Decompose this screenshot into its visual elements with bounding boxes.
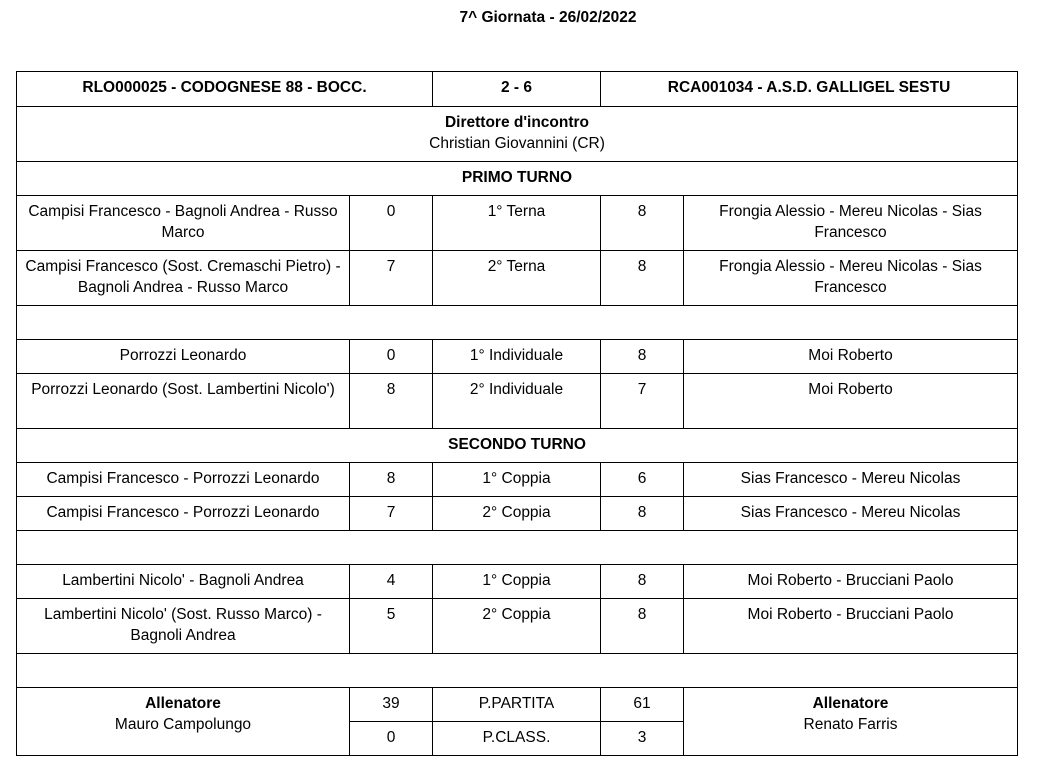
match-report-table xyxy=(16,71,1018,756)
table-row xyxy=(17,374,1018,429)
game-type: 1° Individuale xyxy=(433,340,601,374)
points-class-label: P.CLASS. xyxy=(433,722,601,756)
away-score: 7 xyxy=(601,374,684,429)
away-coach-name: Renato Farris xyxy=(803,716,898,733)
home-team: RLO000025 - CODOGNESE 88 - BOCC. xyxy=(17,72,433,107)
home-score: 8 xyxy=(350,463,433,497)
home-players: Lambertini Nicolo' (Sost. Russo Marco) - Bagnoli Andrea xyxy=(17,599,350,654)
away-score: 6 xyxy=(601,463,684,497)
table-row xyxy=(17,497,1018,531)
final-score: 2 - 6 xyxy=(433,72,601,107)
away-players: Moi Roberto xyxy=(684,374,1018,429)
director-label: Direttore d'incontro xyxy=(444,114,590,131)
table-row xyxy=(17,196,1018,251)
game-type: 1° Coppia xyxy=(433,565,601,599)
section-row-secondo xyxy=(17,429,1018,463)
away-score: 8 xyxy=(601,599,684,654)
away-coach-label: Allenatore xyxy=(812,695,889,712)
table-row xyxy=(17,599,1018,654)
home-points-partita: 39 xyxy=(350,688,433,722)
away-points-partita: 61 xyxy=(601,688,684,722)
home-players: Campisi Francesco - Bagnoli Andrea - Russo Marco xyxy=(17,196,350,251)
spacer-cell xyxy=(17,306,1018,340)
section-title-secondo-turno: SECONDO TURNO xyxy=(17,429,1018,463)
home-score: 5 xyxy=(350,599,433,654)
home-players: Campisi Francesco (Sost. Cremaschi Pietro) - Bagnoli Andrea - Russo Marco xyxy=(17,251,350,306)
game-type: 1° Terna xyxy=(433,196,601,251)
table-row xyxy=(17,565,1018,599)
game-type: 1° Coppia xyxy=(433,463,601,497)
home-players: Campisi Francesco - Porrozzi Leonardo xyxy=(17,497,350,531)
header-row xyxy=(17,72,1018,107)
spacer-row xyxy=(17,306,1018,340)
spacer-row xyxy=(17,531,1018,565)
away-score: 8 xyxy=(601,196,684,251)
home-score: 4 xyxy=(350,565,433,599)
away-team: RCA001034 - A.S.D. GALLIGEL SESTU xyxy=(601,72,1018,107)
home-coach-cell xyxy=(17,688,350,756)
home-score: 0 xyxy=(350,340,433,374)
home-coach-label: Allenatore xyxy=(145,695,221,712)
director-name: Christian Giovannini (CR) xyxy=(429,135,605,152)
away-players: Frongia Alessio - Mereu Nicolas - Sias Francesco xyxy=(684,196,1018,251)
page-title: 7^ Giornata - 26/02/2022 xyxy=(459,9,637,26)
table-row xyxy=(17,463,1018,497)
away-score: 8 xyxy=(601,251,684,306)
away-players: Frongia Alessio - Mereu Nicolas - Sias Francesco xyxy=(684,251,1018,306)
home-players: Porrozzi Leonardo xyxy=(17,340,350,374)
away-players: Moi Roberto - Brucciani Paolo xyxy=(684,565,1018,599)
spacer-cell xyxy=(17,654,1018,688)
footer-row-partita xyxy=(17,688,1018,722)
away-score: 8 xyxy=(601,340,684,374)
home-players: Porrozzi Leonardo (Sost. Lambertini Nicolo') xyxy=(17,374,350,429)
home-score: 0 xyxy=(350,196,433,251)
game-type: 2° Coppia xyxy=(433,497,601,531)
game-type: 2° Coppia xyxy=(433,599,601,654)
home-coach-name: Mauro Campolungo xyxy=(114,716,252,733)
home-players: Campisi Francesco - Porrozzi Leonardo xyxy=(17,463,350,497)
table-row xyxy=(17,251,1018,306)
spacer-cell xyxy=(17,531,1018,565)
away-points-class: 3 xyxy=(601,722,684,756)
away-score: 8 xyxy=(601,565,684,599)
spacer-row xyxy=(17,654,1018,688)
home-score: 7 xyxy=(350,497,433,531)
away-players: Moi Roberto xyxy=(684,340,1018,374)
away-players: Sias Francesco - Mereu Nicolas xyxy=(684,497,1018,531)
away-players: Moi Roberto - Brucciani Paolo xyxy=(684,599,1018,654)
section-title-primo-turno: PRIMO TURNO xyxy=(17,162,1018,196)
away-players: Sias Francesco - Mereu Nicolas xyxy=(684,463,1018,497)
section-row-primo xyxy=(17,162,1018,196)
home-score: 8 xyxy=(350,374,433,429)
points-partita-label: P.PARTITA xyxy=(433,688,601,722)
away-coach-cell xyxy=(684,688,1018,756)
home-points-class: 0 xyxy=(350,722,433,756)
away-score: 8 xyxy=(601,497,684,531)
game-type: 2° Terna xyxy=(433,251,601,306)
director-row xyxy=(17,107,1018,162)
home-players: Lambertini Nicolo' - Bagnoli Andrea xyxy=(17,565,350,599)
director-cell xyxy=(17,107,1018,162)
home-score: 7 xyxy=(350,251,433,306)
table-row xyxy=(17,340,1018,374)
game-type: 2° Individuale xyxy=(433,374,601,429)
